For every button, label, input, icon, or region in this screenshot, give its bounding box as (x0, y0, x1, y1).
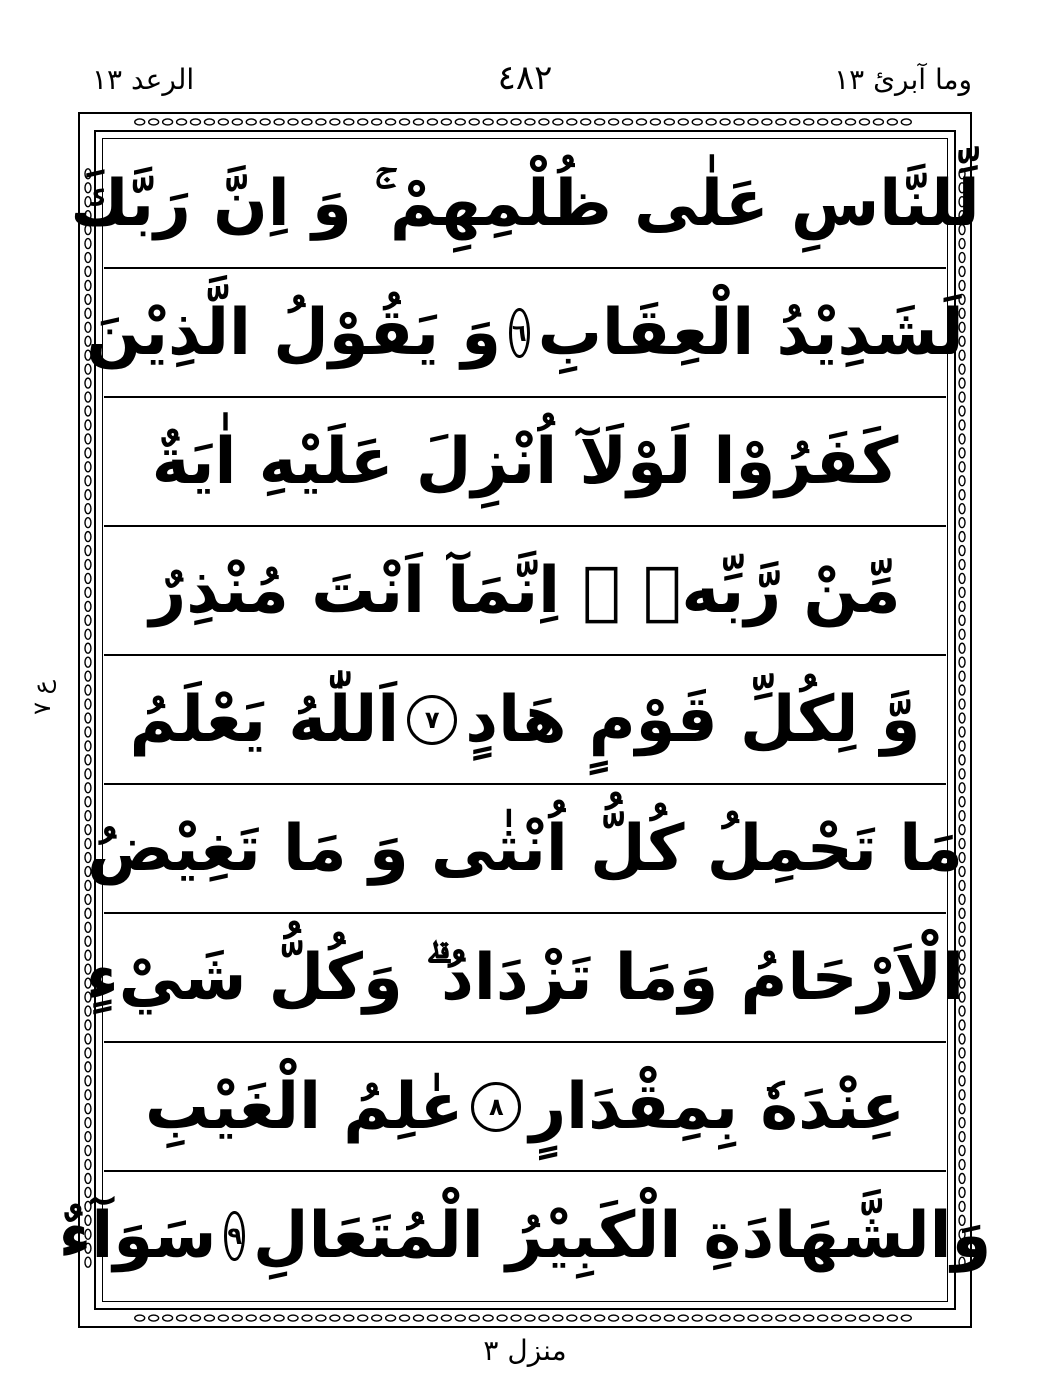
ayah-marker: ٨ (471, 1082, 521, 1132)
text-line-2 (86, 269, 964, 396)
header-surah-part: وما آبرئ ١٣ (834, 63, 972, 96)
line-text: كَفَرُوْا لَوْلَآ اُنْزِلَ عَلَيْهِ اٰيَةٌ (151, 424, 899, 499)
text-lines (58, 140, 992, 1300)
text-line-7 (85, 914, 965, 1041)
line-text: سَوَآءٌ (58, 1198, 217, 1273)
line-text: وَّ لِكُلِّ قَوْمٍ هَادٍ (465, 682, 921, 757)
ayah-marker: ٩ (224, 1211, 245, 1261)
ayah-marker: ٧ (407, 695, 457, 745)
header-surah-name: الرعد ١٣ (92, 63, 195, 96)
line-text: الْاَرْحَامُ وَمَا تَزْدَادُ ۗ وَكُلُّ شَيْءٍ (85, 940, 965, 1015)
line-text: لَشَدِيْدُ الْعِقَابِ (537, 295, 964, 370)
line-text: وَ يَقُوْلُ الَّذِيْنَ (86, 295, 502, 370)
text-line-3 (104, 398, 946, 525)
line-text: مَا تَحْمِلُ كُلُّ اُنْثٰى وَ مَا تَغِيْضُ (87, 811, 963, 886)
text-line-5 (104, 656, 946, 783)
text-line-9 (58, 1172, 992, 1299)
text-line-4 (104, 527, 946, 654)
line-text: مِّنْ رَّبِّهٖ ۗ اِنَّمَآ اَنْتَ مُنْذِرٌ (149, 553, 901, 628)
line-text: عِنْدَهٗ بِمِقْدَارٍ (529, 1069, 905, 1144)
text-line-6 (87, 785, 963, 912)
line-text: اَللّٰهُ يَعْلَمُ (129, 682, 400, 757)
line-text: لِّلنَّاسِ عَلٰى ظُلْمِهِمْ ۚ وَ اِنَّ رَبَّكَ (70, 166, 980, 241)
page-frame (58, 112, 992, 1328)
manzil-footer: منزل ٣ (483, 1334, 567, 1367)
text-line-8 (104, 1043, 946, 1170)
page-number: ٤٨٢ (497, 58, 553, 98)
ruku-marker: ع ٧ (28, 680, 56, 715)
line-text: وَالشَّهَادَةِ الْكَبِيْرُ الْمُتَعَالِ (253, 1198, 992, 1273)
text-line-1 (70, 140, 980, 267)
line-text: عٰلِمُ الْغَيْبِ (145, 1069, 464, 1144)
ayah-marker: ٦ (509, 308, 530, 358)
